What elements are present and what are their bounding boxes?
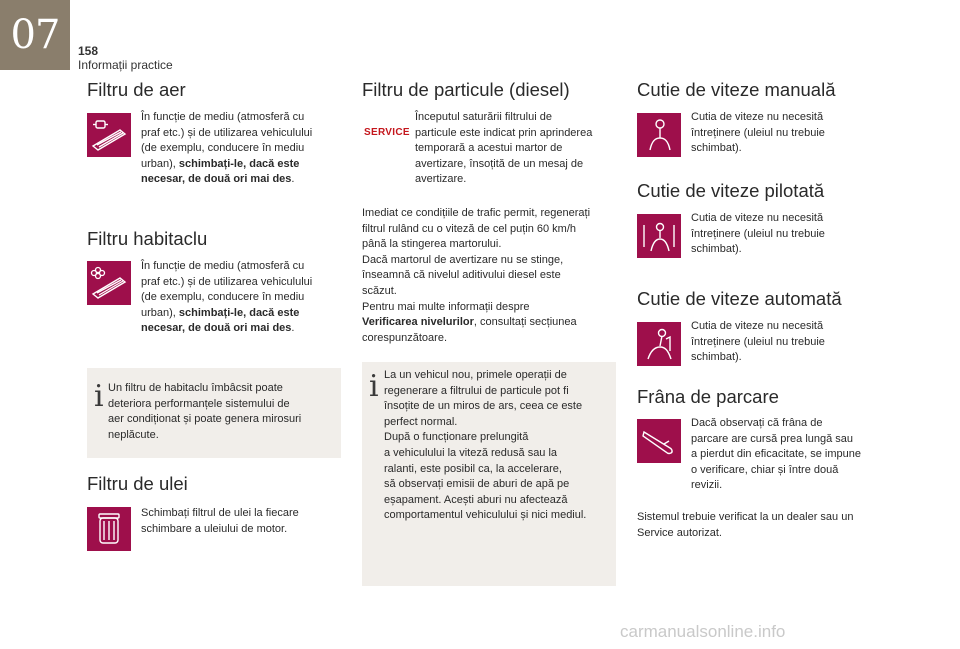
particle-filter-title: Filtru de particule (diesel) <box>362 79 570 100</box>
cabin-filter-note <box>87 368 341 458</box>
info-icon: i <box>369 369 379 404</box>
automatic-gearbox-title: Cutie de viteze automată <box>637 288 842 309</box>
piloted-gearbox-icon <box>637 214 681 258</box>
particle-filter-note <box>362 362 616 586</box>
manual-gearbox-title: Cutie de viteze manuală <box>637 79 836 100</box>
oil-filter-title: Filtru de ulei <box>87 473 188 494</box>
parking-brake-title: Frâna de parcare <box>637 386 779 407</box>
oil-filter-text: Schimbați filtrul de ulei la fiecare schimbare a uleiului de motor. <box>141 507 299 535</box>
parking-brake-footer: Sistemul trebuie verificat la un dealer sau un Service autorizat. <box>637 511 854 539</box>
manual-gearbox-text: Cutia de viteze nu necesită întreținere (uleiul nu trebuie schimbat). <box>691 111 825 155</box>
piloted-gearbox-text: Cutia de viteze nu necesită întreținere (uleiul nu trebuie schimbat). <box>691 212 825 256</box>
particle-filter-intro: Începutul saturării filtrului de particule este indicat prin aprinderea temporară a acestui martor de avertizare, însoțită de un mesaj de avertizare. <box>415 111 593 186</box>
cabin-filter-title: Filtru habitaclu <box>87 228 208 249</box>
cabin-note-text: Un filtru de habitaclu îmbâcsit poate deteriora performanțele sistemului de aer condiționat și poate genera mirosuri neplăcute. <box>108 382 302 441</box>
air-filter-title: Filtru de aer <box>87 79 186 100</box>
page-number: 158 <box>78 44 99 58</box>
section-title: Informații practice <box>78 58 173 72</box>
manual-gearbox-icon <box>637 113 681 157</box>
oil-filter-icon <box>87 507 131 551</box>
particle-note-text: La un vehicul nou, primele operații de regenerare a filtrului de particule pot fi însoțite de un miros de ars, ceea ce este perfect normal. După o funcționare prelungită a vehiculului la viteză redusă sau la ralanti, este posibil ca, la accelerare, să observați emisii de aburi de apă pe eșapament. Acești aburi nu afectează comportamentul vehiculului și nici mediul. <box>384 369 587 522</box>
particle-filter-body: Imediat ce condițiile de trafic permit, regenerați filtrul rulând cu o viteză de cel puțin 60 km/h până la stingerea martorului. Dacă martorul de avertizare nu se stinge, înseamnă că nivelul aditivului diesel este scăzut. Pentru mai multe informații despre Verificarea nivelurilor, consultați secțiunea corespunzătoare. <box>362 207 591 344</box>
automatic-gearbox-icon <box>637 322 681 366</box>
chapter-tab: 07 <box>0 0 70 70</box>
piloted-gearbox-title: Cutie de viteze pilotată <box>637 180 825 201</box>
cabin-filter-icon <box>87 261 131 305</box>
parking-brake-text: Dacă observați că frâna de parcare are cursă prea lungă sau a pierdut din eficacitate, se impune o verificare, chiar și între două revizii. <box>691 417 861 492</box>
info-icon: i <box>94 379 104 414</box>
service-warning-icon: SERVICE <box>364 127 410 138</box>
cabin-filter-text: În funcție de mediu (atmosferă cu praf etc.) și de utilizarea vehiculului (de exemplu, conducere în mediu urban), schimbați-le, dacă este necesar, de două ori mai des. <box>141 260 313 335</box>
air-filter-text: În funcție de mediu (atmosferă cu praf etc.) și de utilizarea vehiculului (de exemplu, conducere în mediu urban), schimbați-le, dacă este necesar, de două ori mai des. <box>141 111 313 186</box>
watermark: carmanualsonline.info <box>620 622 786 641</box>
air-filter-icon <box>87 113 131 157</box>
parking-brake-icon <box>637 419 681 463</box>
automatic-gearbox-text: Cutia de viteze nu necesită întreținere (uleiul nu trebuie schimbat). <box>691 320 825 364</box>
